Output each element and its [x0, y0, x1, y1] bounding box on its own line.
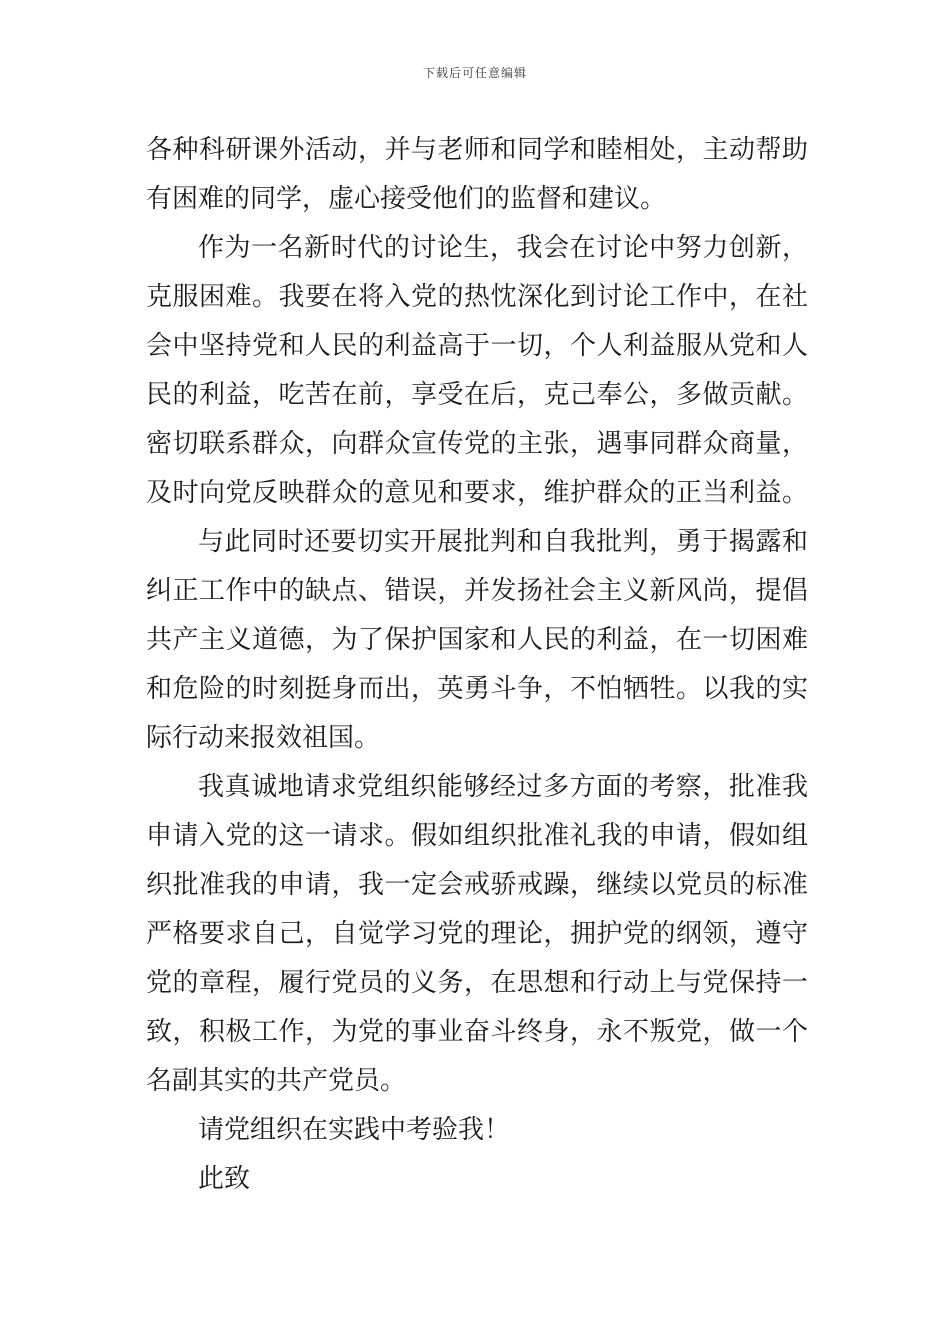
text-line: 我真诚地请求党组织能够经过多方面的考察，批准我	[198, 772, 808, 802]
text-line: 与此同时还要切实开展批判和自我批判，勇于揭露和	[198, 527, 808, 557]
text-line: 际行动来报效祖国。	[146, 723, 381, 753]
paragraph	[146, 126, 808, 224]
text-line: 密切联系群众，向群众宣传党的主张，遇事同群众商量，	[146, 429, 808, 459]
paragraph	[146, 763, 808, 1106]
text-line: 致，积极工作，为党的事业奋斗终身，永不叛党，做一个	[146, 1017, 808, 1047]
text-line: 请党组织在实践中考验我！	[198, 1115, 511, 1145]
text-line: 党的章程，履行党员的义务，在思想和行动上与党保持一	[146, 968, 808, 998]
text-line: 及时向党反映群众的意见和要求，维护群众的正当利益。	[146, 478, 808, 508]
text-line: 民的利益，吃苦在前，享受在后，克己奉公，多做贡献。	[146, 380, 808, 410]
paragraph	[146, 1106, 808, 1155]
text-line: 名副其实的共产党员。	[146, 1066, 407, 1096]
text-line: 克服困难。我要在将入党的热忱深化到讨论工作中，在社	[146, 282, 808, 312]
page-header: 下载后可任意编辑	[422, 66, 527, 80]
text-line: 有困难的同学，虚心接受他们的监督和建议。	[146, 184, 667, 214]
document-body	[146, 126, 808, 1204]
text-line: 各种科研课外活动，并与老师和同学和睦相处，主动帮助	[146, 135, 808, 165]
paragraph	[146, 518, 808, 763]
paragraph	[146, 224, 808, 518]
text-line: 共产主义道德，为了保护国家和人民的利益，在一切困难	[146, 625, 808, 655]
text-line: 申请入党的这一请求。假如组织批准礼我的申请，假如组	[146, 821, 808, 851]
text-line: 纠正工作中的缺点、错误，并发扬社会主义新风尚，提倡	[146, 576, 808, 606]
text-line: 和危险的时刻挺身而出，英勇斗争，不怕牺牲。以我的实	[146, 674, 808, 704]
text-line: 严格要求自己，自觉学习党的理论，拥护党的纲领，遵守	[146, 919, 808, 949]
text-line: 作为一名新时代的讨论生，我会在讨论中努力创新，	[198, 233, 808, 263]
text-line: 会中坚持党和人民的利益高于一切，个人利益服从党和人	[146, 331, 808, 361]
closing-salutation	[146, 1155, 808, 1204]
text-line: 织批准我的申请，我一定会戒骄戒躁，继续以党员的标准	[146, 870, 808, 900]
text-line: 此致	[198, 1164, 251, 1194]
